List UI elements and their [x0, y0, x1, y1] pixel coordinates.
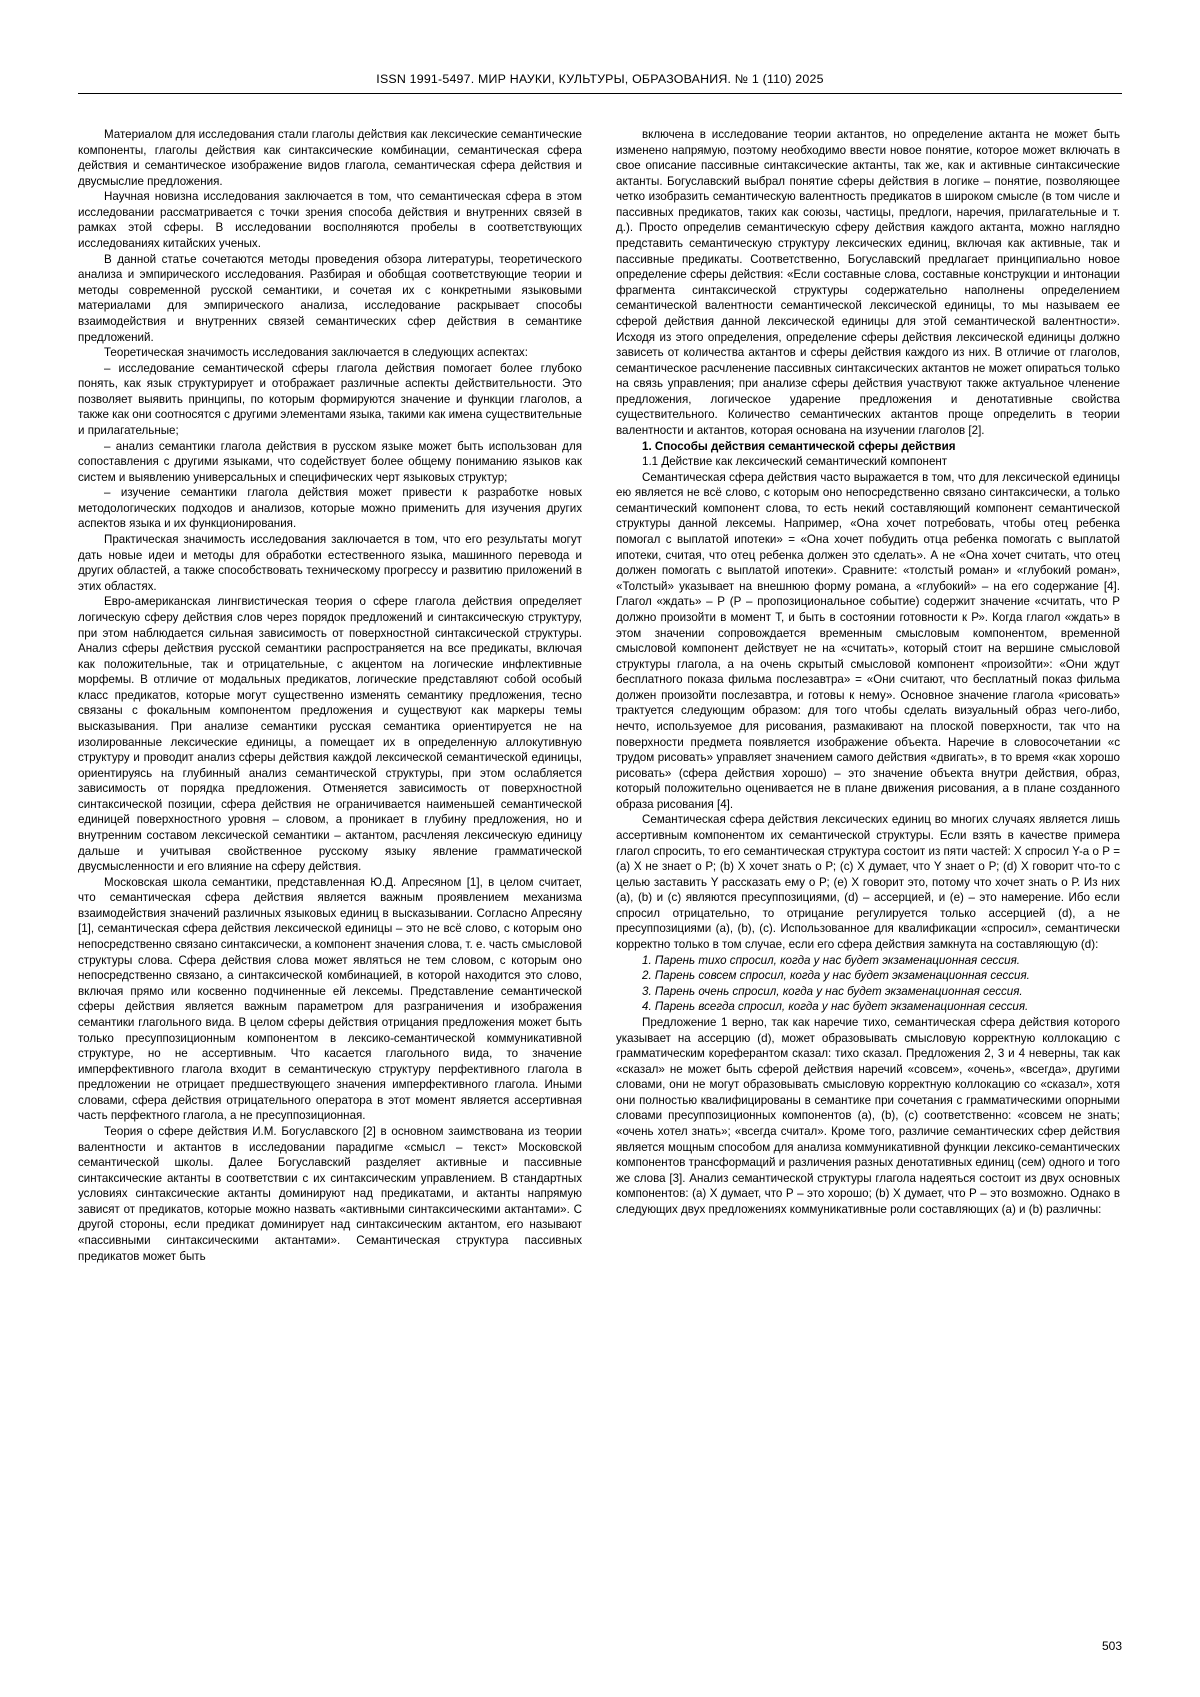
- example-sentence: 3. Парень очень спросил, когда у нас будет экзаменационная сессия.: [642, 984, 1023, 998]
- list-item: – изучение семантики глагола действия может привести к разработке новых методологических подходов и анализов, которые можно применить для изучения других аспектов языка и их функционирования.: [78, 486, 582, 531]
- paragraph: Предложение 1 верно, так как наречие тихо, семантическая сфера действия которого указывает на ассерцию (d), может образовывать смысловую корректную коллокацию с грамматическим кореферантом сказал: тихо сказал. Предложения 2, 3 и 4 неверны, так как «сказал» не может быть сферой действия наречий «совсем», «очень», «всегда», другими словами, они не могут образовывать смысловую корректную коллокацию со «сказал», хотя они полностью квалифицированы в семантике при сочетания с грамматическими опорными словами пресуппозиционных компонентов (a), (b), (c) соответственно: «совсем не знать; «очень хотел знать»; «всегда считал». Кроме того, различие семантических сфер действия является мощным способом для анализа коммуникативной функции лексико-семантических компонентов трансформаций и различения разных денотативных единиц (сем) одного и того же слова [3]. Анализ семантической структуры глагола надеяться состоит из двух основных компонентов: (a) Х думает, что Р – это хорошо; (b) Х думает, что Р – это возможно. Однако в следующих двух предложениях коммуникативные роли составляющих (a) и (b) различны:: [616, 1015, 1120, 1216]
- paragraph: Московская школа семантики, представленная Ю.Д. Апресяном [1], в целом считает, что семантическая сфера действия является важным проявлением механизма взаимодействия значений различных языковых единиц в высказывании. Согласно Апресяну [1], семантическая сфера действия лексической единицы – это не всё слово, с которым оно непосредственно связано синтаксически, а компонент значения слова, т. е. часть смысловой структуры слова. Сфера действия слова может являться не тем словом, с которым оно непосредственно связано, а синтаксической комбинацией, в которой находится это слово, включая прямо или косвенно подчиненные ей лексемы. Представление семантической сферы действия является важным параметром для разграничения и изображения семантики глагольного вида. В целом сферы действия отрицания предложения может быть только пресуппозиционным компонентом в лексико-семантической коммуникативной структуре, но не ассертивным. Что касается глагольного вида, то значение имперфективного глагола входит в семантическую структуру перфективного глагола в предложении не отрицает предшествующего значения имперфективного глагола. Иными словами, сфера действия отрицательного оператора в этот момент является ассертивная часть перфектного глагола, а не пресуппозиционная.: [78, 875, 582, 1123]
- two-column-body: [78, 127, 1122, 1264]
- paragraph: включена в исследование теории актантов, но определение актанта не может быть изменено напрямую, поэтому необходимо ввести новое понятие, которое может включать в свое описание пассивные синтаксические актанты, так же, как и активные синтаксические актанты. Богуславский выбрал понятие сферы действия в логике – понятие, позволяющее четко изобразить семантическую валентность предикатов в широком смысле (в том числе и пассивных предикатов, таких как союзы, частицы, предлоги, наречия, прилагательные и т. д.). Просто определив семантическую сферу действия каждого актанта, можно наглядно представить семантическую структуру лексических единиц, включая как активные, так и пассивные предикаты. Соответственно, Богуславский предлагает принципиально новое определение сферы действия: «Если составные слова, составные конструкции и интонации фрагмента синтаксической структуры содержательно наполнены определением семантической валентности семантической лексической единицы, то мы называем ее сферой действия данной лексической единицы для этой семантической валентности». Исходя из этого определения, определение сферы действия лексической единицы должно зависеть от количества актантов и сферы действия каждого из них. В отличие от глаголов, семантическое расчленение пассивных синтаксических актантов не может опираться только на связь управления; при анализе сферы действия участвуют также актуальное членение предложения, логическое ударение предложения и денотативные свойства существительного. Количество семантических актантов проще определить в теории валентности и актантов, которая основана на изучении глаголов [2].: [616, 128, 1120, 437]
- example-sentence: 2. Парень совсем спросил, когда у нас будет экзаменационная сессия.: [642, 969, 1030, 983]
- paragraph: Семантическая сфера действия часто выражается в том, что для лексической единицы ею является не всё слово, с которым оно непосредственно связано синтаксически, а только семантический компонент слова, то есть некий составляющий компонент семантической структуры данной лексемы. Например, «Она хочет потребовать, чтобы отец ребенка помогал с выплатой ипотеки» = «Она хочет побудить отца ребенка помогать с выплатой ипотеки, считая, что отец ребенка должен это сделать». А не «Она хочет считать, что отец должен помогать с выплатой ипотеки». Сравните: «толстый роман» и «глубокий роман», «Толстый» указывает на внешнюю форму романа, а «глубокий» – на его содержание [4]. Глагол «ждать» – Р (Р – пропозициональное событие) содержит значение «считать, что Р должно произойти в момент Т, и быть в состоянии готовности к Р». Когда глагол «ждать» в этом значении сопровождается временным смысловым компонентом, временной смысловой компонент действует не на «считать», который стоит на вершине смысловой структуры глагола, а на очень скрытый смысловой компонент «произойти»: «Они ждут бесплатного показа фильма послезавтра» = «Они считают, что бесплатный показ фильма должен произойти послезавтра, и готовы к нему». Основное значение глагола «рисовать» трактуется следующим образом: для того чтобы сделать визуальный образ чего-либо, нечто, используемое для рисования, размакивают на плоской поверхности, так что на поверхности предмета появляется изображение объекта. Наречие в словосочетании «с трудом рисовать» управляет значением самого действия «двигать», в то время «как хорошо рисовать» (сфера действия хорошо) – это значение объекта внутри действия, образ, который положительно оценивается не в плане движения рисования, а в плане созданного образа рисования [4].: [616, 470, 1120, 811]
- page-number: 503: [1101, 1639, 1122, 1653]
- example-sentence: 4. Парень всегда спросил, когда у нас будет экзаменационная сессия.: [642, 1000, 1029, 1014]
- example-sentence: 1. Парень тихо спросил, когда у нас будет экзаменационная сессия.: [642, 953, 1021, 967]
- paragraph: Материалом для исследования стали глаголы действия как лексические семантические компоненты, глаголы действия как синтаксические комбинации, семантическая сфера действия и семантическое изображение видов глагола, семантическая сфера действия и двусмыслие предложения.: [78, 128, 582, 188]
- subsection-heading: 1.1 Действие как лексический семантический компонент: [642, 455, 948, 469]
- paragraph: Практическая значимость исследования заключается в том, что его результаты могут дать новые идеи и методы для обработки естественного языка, машинного перевода и других областей, а также способствовать техническому прогрессу и развитию приложений в этих областях.: [78, 533, 582, 593]
- running-head: ISSN 1991-5497. МИР НАУКИ, КУЛЬТУРЫ, ОБРАЗОВАНИЯ. № 1 (110) 2025: [78, 72, 1122, 94]
- paragraph: Теоретическая значимость исследования заключается в следующих аспектах:: [104, 346, 528, 360]
- paragraph: Теория о сфере действия И.М. Богуславского [2] в основном заимствована из теории валентности и актантов в исследовании парадигме «смысл – текст» Московской семантической школы. Далее Богуславский разделяет активные и пассивные синтаксические актанты в соответствии с их синтаксическим управлением. В стандартных условиях синтаксические актанты доминируют над предикатами, и актанты напрямую зависят от предикатов, которые можно назвать «активными синтаксическими актантами». С другой стороны, если предикат доминирует над синтаксическим актантом, его называют «пассивными синтаксическими актантами». Семантическая структура пассивных предикатов может быть: [78, 1125, 582, 1263]
- paragraph: Евро-американская лингвистическая теория о сфере глагола действия определяет логическую сферу действия слов через порядок предложений и синтаксическую структуру, при этом наблюдается сильная зависимость от поверхностной синтаксической структуры. Анализ сферы действия русской семантики распространяется на все предикаты, включая как положительные, так и отрицательные, с акцентом на логические инфлективные морфемы. В отличие от модальных предикатов, логические представляют собой особый класс предикатов, которые могут существенно изменять семантику предложения, тесно связаны с фокальным компонентом предложения и существуют как маркеры темы высказывания. При анализе семантики русская семантика ориентируется не на изолированные лексические единицы, а помещает их в определенную аллокутивную структуру и проводит анализ сферы действия каждой лексической семантической единицы, ориентируясь на глубинный анализ семантической структуры, при этом ослабляется зависимость от порядка предложения. Отменяется зависимость от поверхностной синтаксической позиции, сфера действия не ограничивается наименьшей семантической единицей поверхностного уровня – словом, а проникает в глубину предложения, но и внутренним составом лексической семантики – актантом, расчленяя лексическую единицу дальше и учитывая свойственное русскому языку явление грамматической двусмысленности и его влияние на сферу действия.: [78, 595, 582, 874]
- section-heading: 1. Способы действия семантической сферы действия: [642, 439, 956, 453]
- left-column: [78, 127, 582, 1264]
- paragraph: В данной статье сочетаются методы проведения обзора литературы, теоретического анализа и эмпирического исследования. Разбирая и обобщая соответствующие теории и методы современной русской семантики, и сочетая их с конкретными языковыми материалами для эмпирического анализа, исследование раскрывает способы взаимодействия и внутренних связей семантических сфер действия в семантике предложений.: [78, 252, 582, 344]
- list-item: – анализ семантики глагола действия в русском языке может быть использован для сопоставления с другими языками, что содействует более общему пониманию языков как систем и выявлению универсальных и специфических черт языковых структур;: [78, 439, 582, 484]
- right-column: [616, 127, 1120, 1217]
- paragraph: Научная новизна исследования заключается в том, что семантическая сфера в этом исследовании рассматривается с точки зрения способа действия и внутренних связей в рамках этой сферы. В исследовании восполняются пробелы в соответствующих исследованиях китайских ученых.: [78, 190, 582, 251]
- list-item: – исследование семантической сферы глагола действия помогает более глубоко понять, как язык структурирует и отображает различные аспекты действительности. Это позволяет выявить принципы, по которым формируются значение и функции глаголов, а также как они соотносятся с другими элементами языка, такими как имена существительные и прилагательные;: [78, 361, 582, 437]
- paragraph: Семантическая сфера действия лексических единиц во многих случаях является лишь ассертивным компонентом их семантической структуры. Если взять в качестве примера глагол спросить, то его семантическая структура состоит из пяти частей: Х спросил Y-а о Р = (a) Х не знает о Р; (b) Х хочет знать о Р; (c) Х думает, что Y знает о Р; (d) Х говорит что-то с целью заставить Y рассказать ему о Р; (e) Х говорит это, потому что хочет знать о Р. Из них (a), (b) и (c) являются пресуппозициями, (d) – ассерцией, и (e) – это намерение. Ибо если спросил отрицательно, то отрицание регулируется только ассерцией (d), а не пресуппозициями (a), (b), (c). Использованное для квалификации «спросил», семантически корректно только в том случае, если его сфера действия замкнута на составляющую (d):: [616, 813, 1120, 952]
